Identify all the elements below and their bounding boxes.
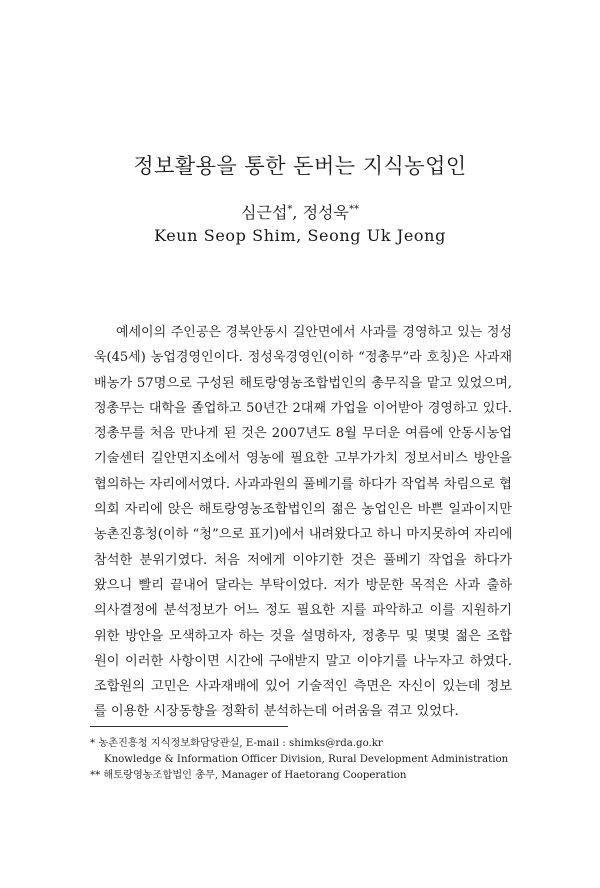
body-line: 위한 방안을 모색하고자 하는 것을 설명하자, 정총무 및 몇몇 젊은 조합 (94, 628, 512, 644)
footnote-divider (90, 726, 288, 727)
paper-title: 정보활용을 통한 돈버는 지식농업인 (133, 154, 467, 178)
author-1-mark: * (287, 204, 293, 215)
footnote-2-affiliation: ** 해토랑영농조합법인 총무, Manager of Haetorang Cooperation (90, 770, 407, 781)
author-2-mark: ** (348, 204, 359, 215)
body-line: 예세이의 주인공은 경북안동시 길안면에서 사과를 경영하고 있는 정성 (116, 325, 512, 340)
body-line: 원이 이러한 사항이면 시간에 구애받지 말고 이야기를 나누자고 하였다. (94, 653, 512, 669)
authors-korean (0, 200, 600, 223)
body-paragraph (94, 320, 512, 725)
footnote-1-affiliation-en: Knowledge & Information Officer Division, Rural Development Administration (104, 754, 509, 765)
body-line: 정총무를 처음 만나게 된 것은 2007년도 8월 무더운 여름에 안동시농업 (94, 426, 512, 442)
footnotes (90, 736, 530, 784)
body-line: 농촌진흥청(이하 “청”으로 표기)에서 내려왔다고 하니 마지못하여 자리에 (94, 527, 513, 543)
body-line: 의사결정에 분석정보가 어느 정도 필요한 지를 파악하고 이를 지원하기 (94, 603, 512, 619)
body-line: 기술센터 길안면지소에서 영농에 필요한 고부가가치 정보서비스 방안을 (94, 451, 512, 467)
body-line: 배농가 57명으로 구성된 해토랑영농조합법인의 총무직을 맡고 있었으며, (94, 375, 512, 391)
body-line: 욱(45세) 농업경영인이다. 정성욱경영인(이하 “정총무”라 호칭)은 사과재 (94, 350, 512, 366)
body-line: 정총무는 대학을 졸업하고 50년간 2대째 가업을 이어받아 경영하고 있다. (94, 400, 512, 416)
footnote-1-affiliation-ko: * 농촌진흥청 지식정보화담당관실, E-mail : shimks@rda.go.kr (90, 738, 383, 749)
body-line: 왔으니 빨리 끝내어 달라는 부탁이었다. 저가 방문한 목적은 사과 출하 (94, 577, 512, 593)
author-separator: , (292, 203, 303, 222)
body-line: 의회 자리에 앉은 해토랑영농조합법인의 젊은 농업인은 바쁜 일과이지만 (94, 502, 512, 518)
body-line: 조합원의 고민은 사과재배에 있어 기술적인 측면은 자신이 있는데 정보 (94, 679, 512, 695)
author-1-name: 심근섭 (241, 203, 288, 222)
body-line: 를 이용한 시장동향을 정확히 분석하는데 어려움을 겪고 있었다. (94, 704, 459, 720)
authors-english: Keun Seop Shim, Seong Uk Jeong (154, 226, 446, 245)
body-line: 협의하는 자리에서였다. 사과과원의 풀베기를 하다가 작업복 차림으로 협 (94, 476, 512, 492)
body-line: 참석한 분위기였다. 처음 저에게 이야기한 것은 풀베기 작업을 하다가 (94, 552, 512, 568)
author-2-name: 정성욱 (302, 203, 349, 222)
